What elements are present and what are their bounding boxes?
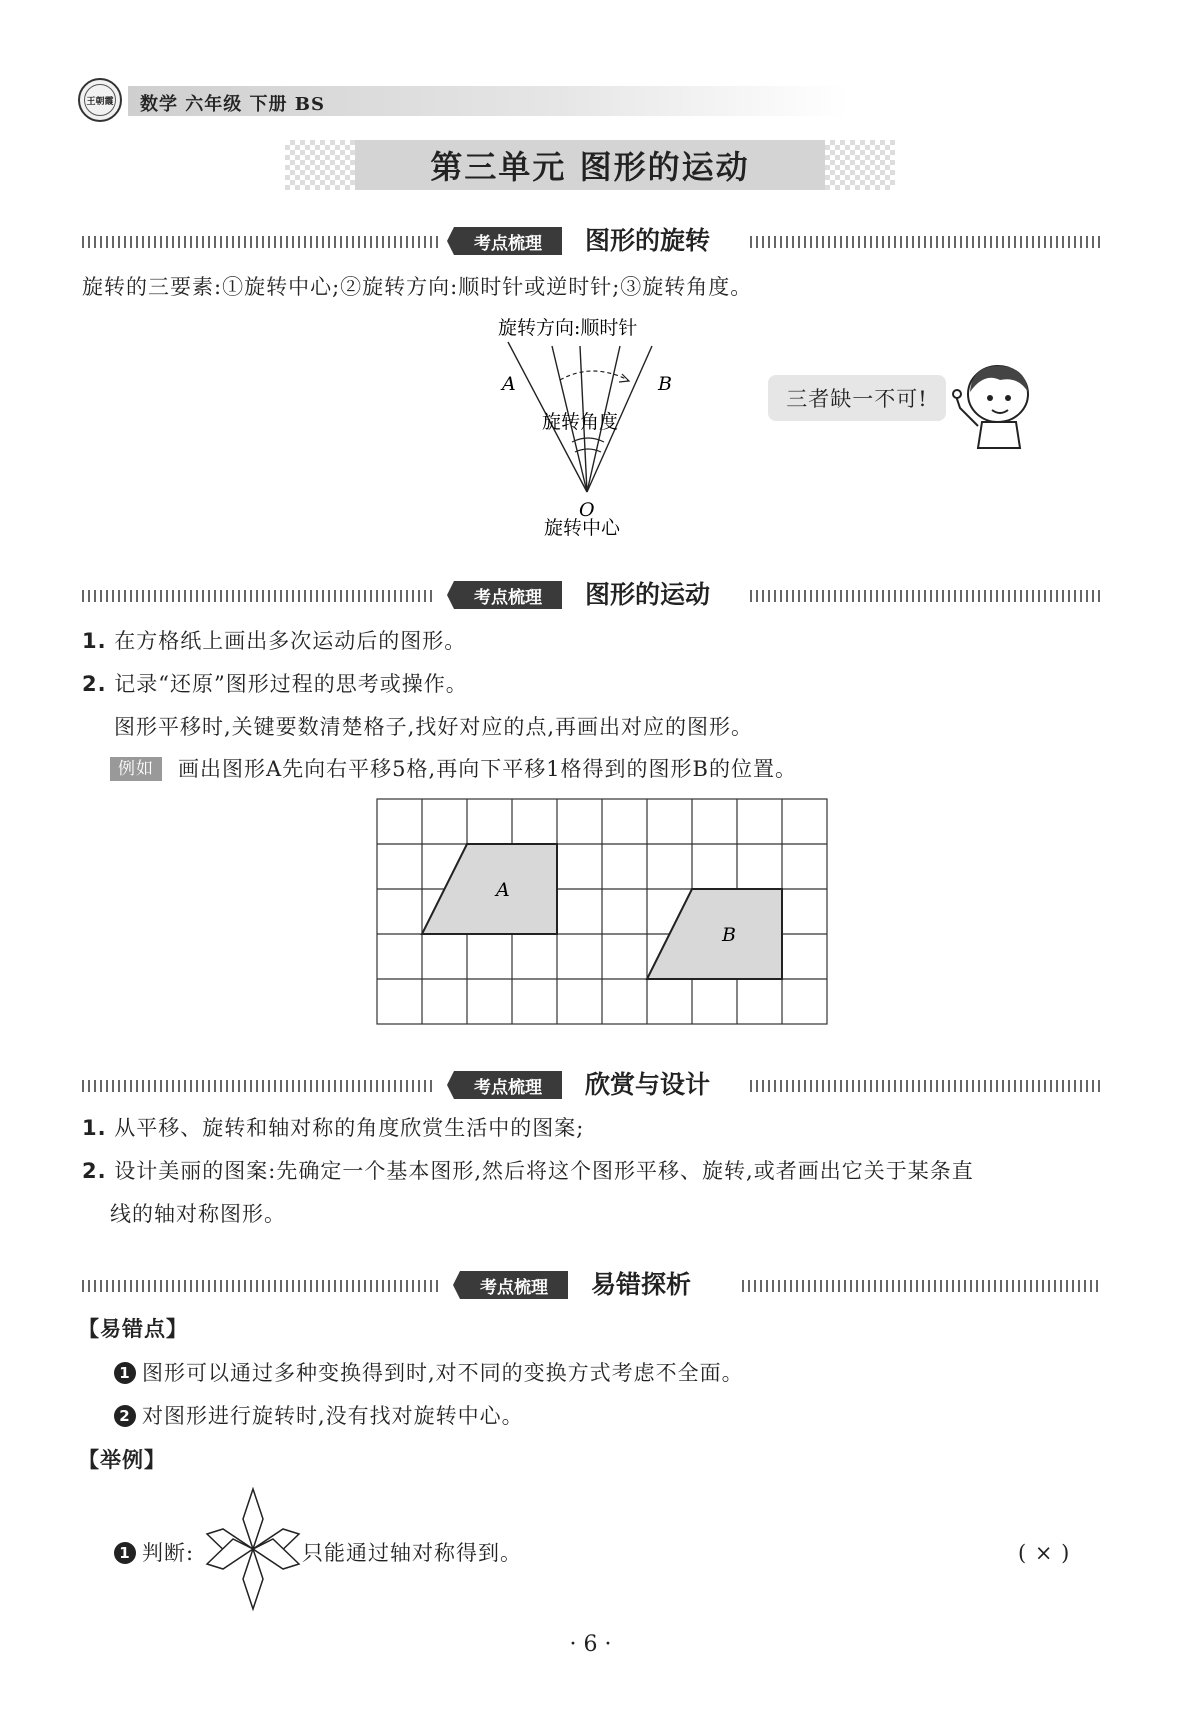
section-title: 图形的运动 [585,580,711,609]
checker-decoration-left [285,140,365,190]
section-header-mistakes [82,1268,1100,1302]
section-header-design [82,1068,1100,1102]
checker-decoration-right [815,140,895,190]
design-item-2 [82,1156,974,1186]
shape-a-label: A [496,879,510,901]
star-pattern-figure [205,1487,301,1611]
unit-title: 第三单元 图形的运动 [355,140,825,190]
item-number: 2. [82,672,107,696]
page-number: · 6 · [569,1632,612,1657]
point-text: 图形可以通过多种变换得到时,对不同的变换方式考虑不全面。 [142,1361,744,1385]
dash-right [742,1280,1100,1292]
point-b-label: B [658,373,672,395]
example-1-text: 只能通过轴对称得到。 [302,1541,522,1565]
design-item-1 [82,1113,584,1143]
unit-title-banner [285,140,895,190]
number-badge: 1 [114,1542,136,1564]
item-text: 从平移、旋转和轴对称的角度欣赏生活中的图案; [114,1116,585,1140]
section-header-motion [82,578,1100,612]
center-label: 旋转中心 [544,517,621,539]
dash-right [750,1080,1100,1092]
item-number: 2. [82,1159,107,1183]
point-o-label: O [579,499,595,521]
point-a-label: A [502,373,516,395]
mistake-points-label: 【易错点】 [78,1317,188,1341]
item-text: 设计美丽的图案:先确定一个基本图形,然后将这个图形平移、旋转,或者画出它关于某条直 [114,1159,974,1183]
dash-left [82,590,434,602]
dash-left [82,236,442,248]
number-badge: 1 [114,1362,136,1384]
section-tag: 考点梳理 [460,1271,568,1299]
example-prefix: 判断: [142,1541,195,1565]
item-text: 在方格纸上画出多次运动后的图形。 [114,629,467,653]
publisher-logo [78,78,122,122]
logo-text: 王朝霞 [86,96,114,107]
example-text: 画出图形A先向右平移5格,再向下平移1格得到的图形B的位置。 [178,757,797,781]
section-title: 欣赏与设计 [585,1070,711,1099]
item-number: 1. [82,629,107,653]
example-1-prefix [114,1538,194,1568]
rotation-diagram [480,310,710,540]
dash-left [82,1080,434,1092]
translation-grid [376,798,832,1028]
section-title: 图形的旋转 [585,226,711,255]
direction-label: 旋转方向:顺时针 [498,317,638,339]
header-subtitle: 数学 六年级 下册 BS [140,94,326,115]
speech-bubble: 三者缺一不可! [768,375,946,421]
item-number: 1. [82,1116,107,1140]
rotation-intro: 旋转的三要素:①旋转中心;②旋转方向:顺时针或逆时针;③旋转角度。 [82,275,753,299]
number-badge: 2 [114,1405,136,1427]
section-tag: 考点梳理 [454,581,562,609]
motion-item-1 [82,626,466,656]
point-text: 对图形进行旋转时,没有找对旋转中心。 [142,1404,524,1428]
dash-right [750,236,1100,248]
examples-label: 【举例】 [78,1448,166,1472]
example-1-answer: ( × ) [1018,1541,1071,1565]
design-item-2-cont: 线的轴对称图形。 [110,1202,286,1226]
section-header-rotation [82,224,1100,258]
boy-illustration [948,362,1038,452]
section-tag: 考点梳理 [454,1071,562,1099]
page-header [78,78,778,122]
item-text: 记录“还原”图形过程的思考或操作。 [114,672,468,696]
angle-label: 旋转角度 [542,411,619,433]
motion-note: 图形平移时,关键要数清楚格子,找好对应的点,再画出对应的图形。 [114,715,754,739]
mistake-point-1 [114,1358,744,1388]
motion-item-2 [82,669,468,699]
example-tag: 例如 [110,757,162,781]
dash-right [750,590,1100,602]
section-tag: 考点梳理 [454,227,562,255]
dash-left [82,1280,442,1292]
shape-b-label: B [722,924,736,946]
motion-example [110,754,797,784]
section-title: 易错探析 [591,1270,692,1299]
mistake-point-2 [114,1401,524,1431]
